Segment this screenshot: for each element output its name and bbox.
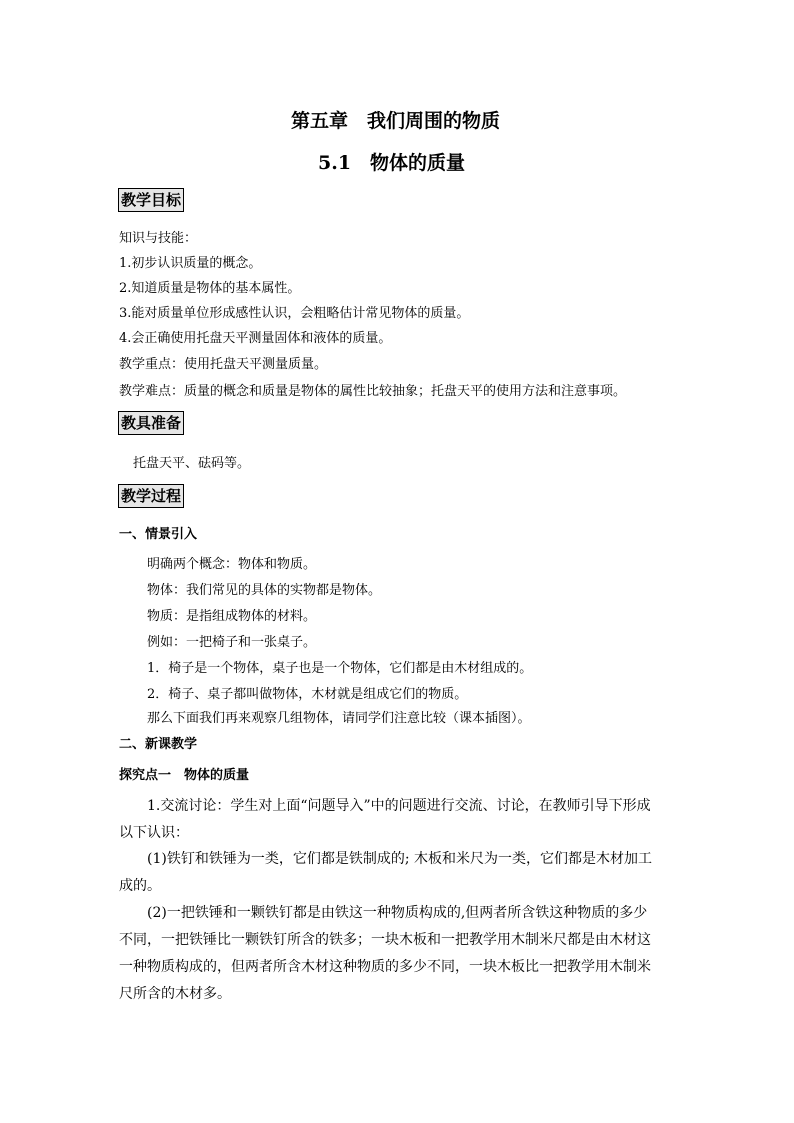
para2-line-2: 成的。 [119,878,161,894]
para1-line-1: 1.交流讨论：学生对上面“问题导入”中的问题进行交流、讨论，在教师引导下形成 [147,798,651,814]
goals-heading-box [118,188,184,212]
knowledge-label: 知识与技能： [119,231,198,246]
para1-line-2: 以下认识： [119,825,189,841]
section-title: 5.1 物体的质量 [318,152,466,174]
key-point: 教学重点：使用托盘天平测量质量。 [119,357,328,372]
part1-line-4: 例如：一把椅子和一张桌子。 [147,635,317,650]
chapter-title: 第五章 我们周围的物质 [291,110,501,132]
goal-item-2: 2.知道质量是物体的基本属性。 [119,281,301,296]
part1-line-1: 明确两个概念：物体和物质。 [147,557,317,572]
tools-heading: 教具准备 [118,411,184,435]
point1-title: 探究点一 物体的质量 [119,768,250,783]
para3-line-3: 一种物质构成的，但两者所含木材这种物质的多少不同，一块木板比一把教学用木制米 [119,959,651,975]
para3-line-1: (2)一把铁锤和一颗铁钉都是由铁这一种物质构成的,但两者所含铁这种物质的多少 [147,905,648,921]
para3-line-2: 不同，一把铁锤比一颗铁钉所含的铁多；一块木板和一把教学用木制米尺都是由木材这 [119,932,651,948]
tools-content: 托盘天平、砝码等。 [133,456,251,471]
part1-line-5: 1．椅子是一个物体，桌子也是一个物体，它们都是由木材组成的。 [147,661,533,676]
para3-line-4: 尺所含的木材多。 [119,986,231,1002]
goal-item-4: 4.会正确使用托盘天平测量固体和液体的质量。 [119,331,392,346]
process-heading-box [118,484,184,508]
part1-line-7: 那么下面我们再来观察几组物体，请同学们注意比较（课本插图）。 [147,711,531,726]
difficulty: 教学难点：质量的概念和质量是物体的属性比较抽象；托盘天平的使用方法和注意事项。 [119,384,627,399]
part1-line-3: 物质：是指组成物体的材料。 [147,609,317,624]
goals-heading: 教学目标 [118,188,184,212]
process-heading: 教学过程 [118,484,184,508]
goal-item-1: 1.初步认识质量的概念。 [119,256,262,271]
tools-heading-box [118,411,184,435]
goal-item-3: 3.能对质量单位形成感性认识，会粗略估计常见物体的质量。 [119,306,470,321]
part2-title: 二、新课教学 [119,737,198,752]
part1-title: 一、情景引入 [119,527,198,542]
part1-line-2: 物体：我们常见的具体的实物都是物体。 [147,583,382,598]
part1-line-6: 2．椅子、桌子都叫做物体，木材就是组成它们的物质。 [147,687,468,702]
para2-line-1: (1)铁钉和铁锤为一类，它们都是铁制成的; 木板和米尺为一类，它们都是木材加工 [147,851,652,867]
